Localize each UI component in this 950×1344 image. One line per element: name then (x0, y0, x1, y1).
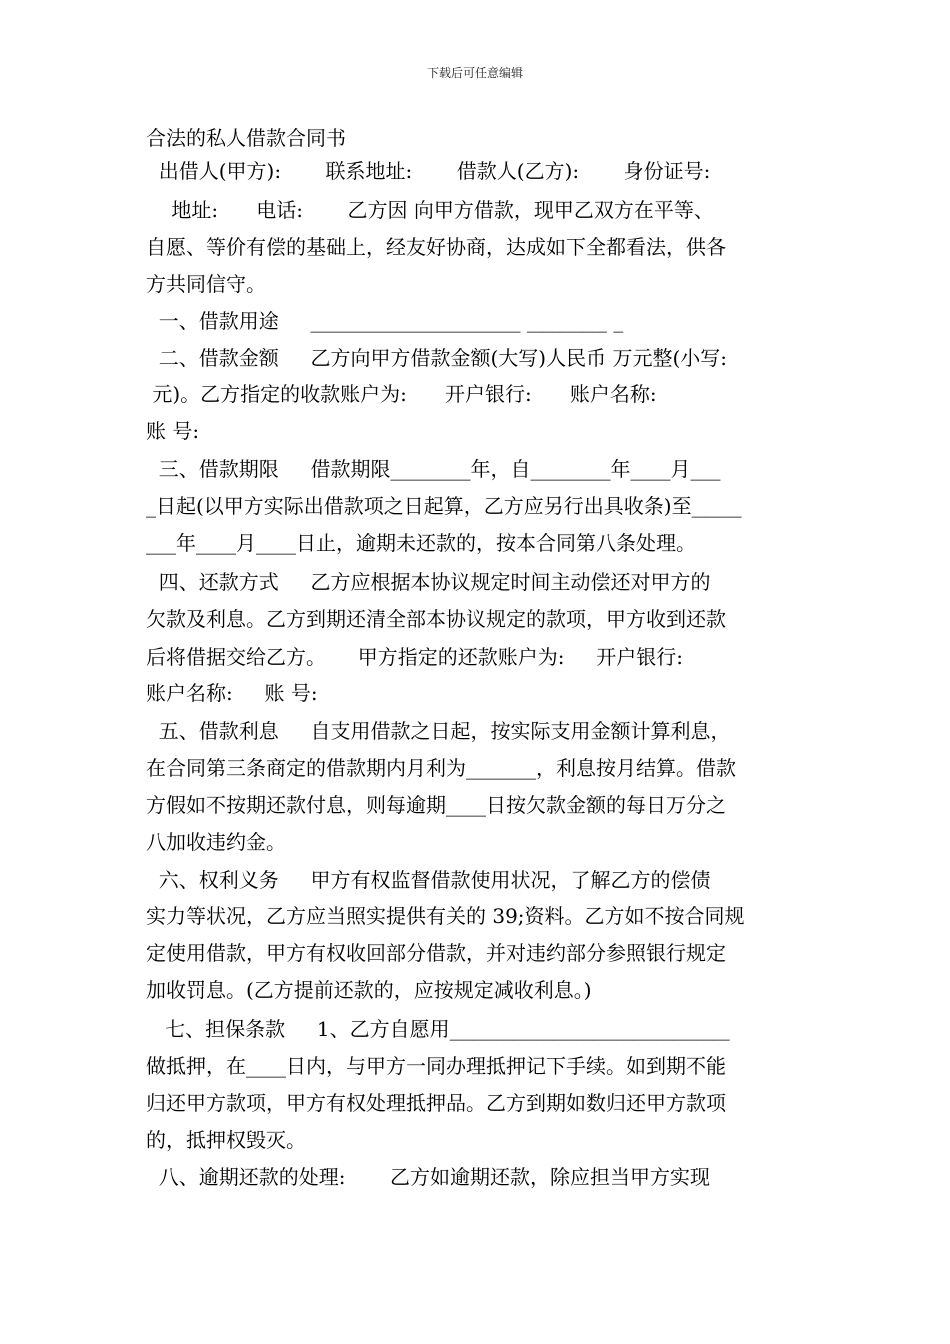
body-line: 六、权利义务 甲方有权监督借款使用状况，了解乙方的偿债 (146, 868, 711, 892)
body-line: 方假如不按期还款付息，则每逾期____日按欠款金额的每日万分之 (146, 793, 726, 817)
body-line: 三、借款期限 借款期限________年，自________年____月___ (146, 457, 721, 481)
body-line: 定使用借款，甲方有权收回部分借款，并对违约部分参照银行规定 (146, 941, 726, 965)
body-line: 归还甲方款项，甲方有权处理抵押品。乙方到期如数归还甲方款项 (146, 1091, 726, 1115)
body-line: 账 号: (146, 419, 200, 443)
body-line: 四、还款方式 乙方应根据本协议规定时间主动偿还对甲方的 (146, 570, 711, 594)
body-line: 在合同第三条商定的借款期内月利为_______，利息按月结算。借款 (146, 756, 736, 780)
body-line: 元)。乙方指定的收款账户为: 开户银行: 账户名称: (146, 382, 657, 406)
body-line: 八、逾期还款的处理: 乙方如逾期还款，除应担当甲方实现 (146, 1165, 710, 1189)
body-line: 的，抵押权毁灭。 (146, 1128, 306, 1152)
body-line: ___年____月____日止，逾期未还款的，按本合同第八条处理。 (146, 531, 696, 555)
body-line: 加收罚息。(乙方提前还款的，应按规定减收利息。) (146, 978, 592, 1002)
body-line: 二、借款金额 乙方向甲方借款金额(大写)人民币 万元整(小写: (146, 346, 728, 370)
body-line: 方共同信守。 (146, 272, 266, 296)
body-line: 自愿、等价有偿的基础上，经友好协商，达成如下全都看法，供各 (146, 235, 726, 259)
body-line: 欠款及利息。乙方到期还清全部本协议规定的款项，甲方收到还款 (146, 607, 726, 631)
download-note-header: 下载后可任意编辑 (426, 66, 523, 80)
body-line: 出借人(甲方): 联系地址: 借款人(乙方): 身份证号: (146, 159, 711, 183)
body-line: 账户名称: 账 号: (146, 681, 318, 705)
body-line: 七、担保条款 1、乙方自愿用____________________________ (146, 1017, 730, 1041)
body-line: _日起(以甲方实际出借款项之日起算，乙方应另行出具收条)至_____ (146, 494, 742, 518)
body-line: 一、借款用途 _____________________ ________ _ (146, 309, 624, 333)
body-line: 地址: 电话: 乙方因 向甲方借款，现甲乙双方在平等、 (146, 198, 714, 222)
body-line: 五、借款利息 自支用借款之日起，按实际支用金额计算利息， (146, 719, 731, 743)
body-line: 做抵押，在____日内，与甲方一同办理抵押记下手续。如到期不能 (146, 1054, 726, 1078)
body-line: 八加收违约金。 (146, 830, 286, 854)
body-line: 实力等状况，乙方应当照实提供有关的 39;资料。乙方如不按合同规 (146, 904, 745, 928)
body-line: 后将借据交给乙方。 甲方指定的还款账户为: 开户银行: (146, 645, 684, 669)
document-title: 合法的私人借款合同书 (146, 126, 346, 150)
